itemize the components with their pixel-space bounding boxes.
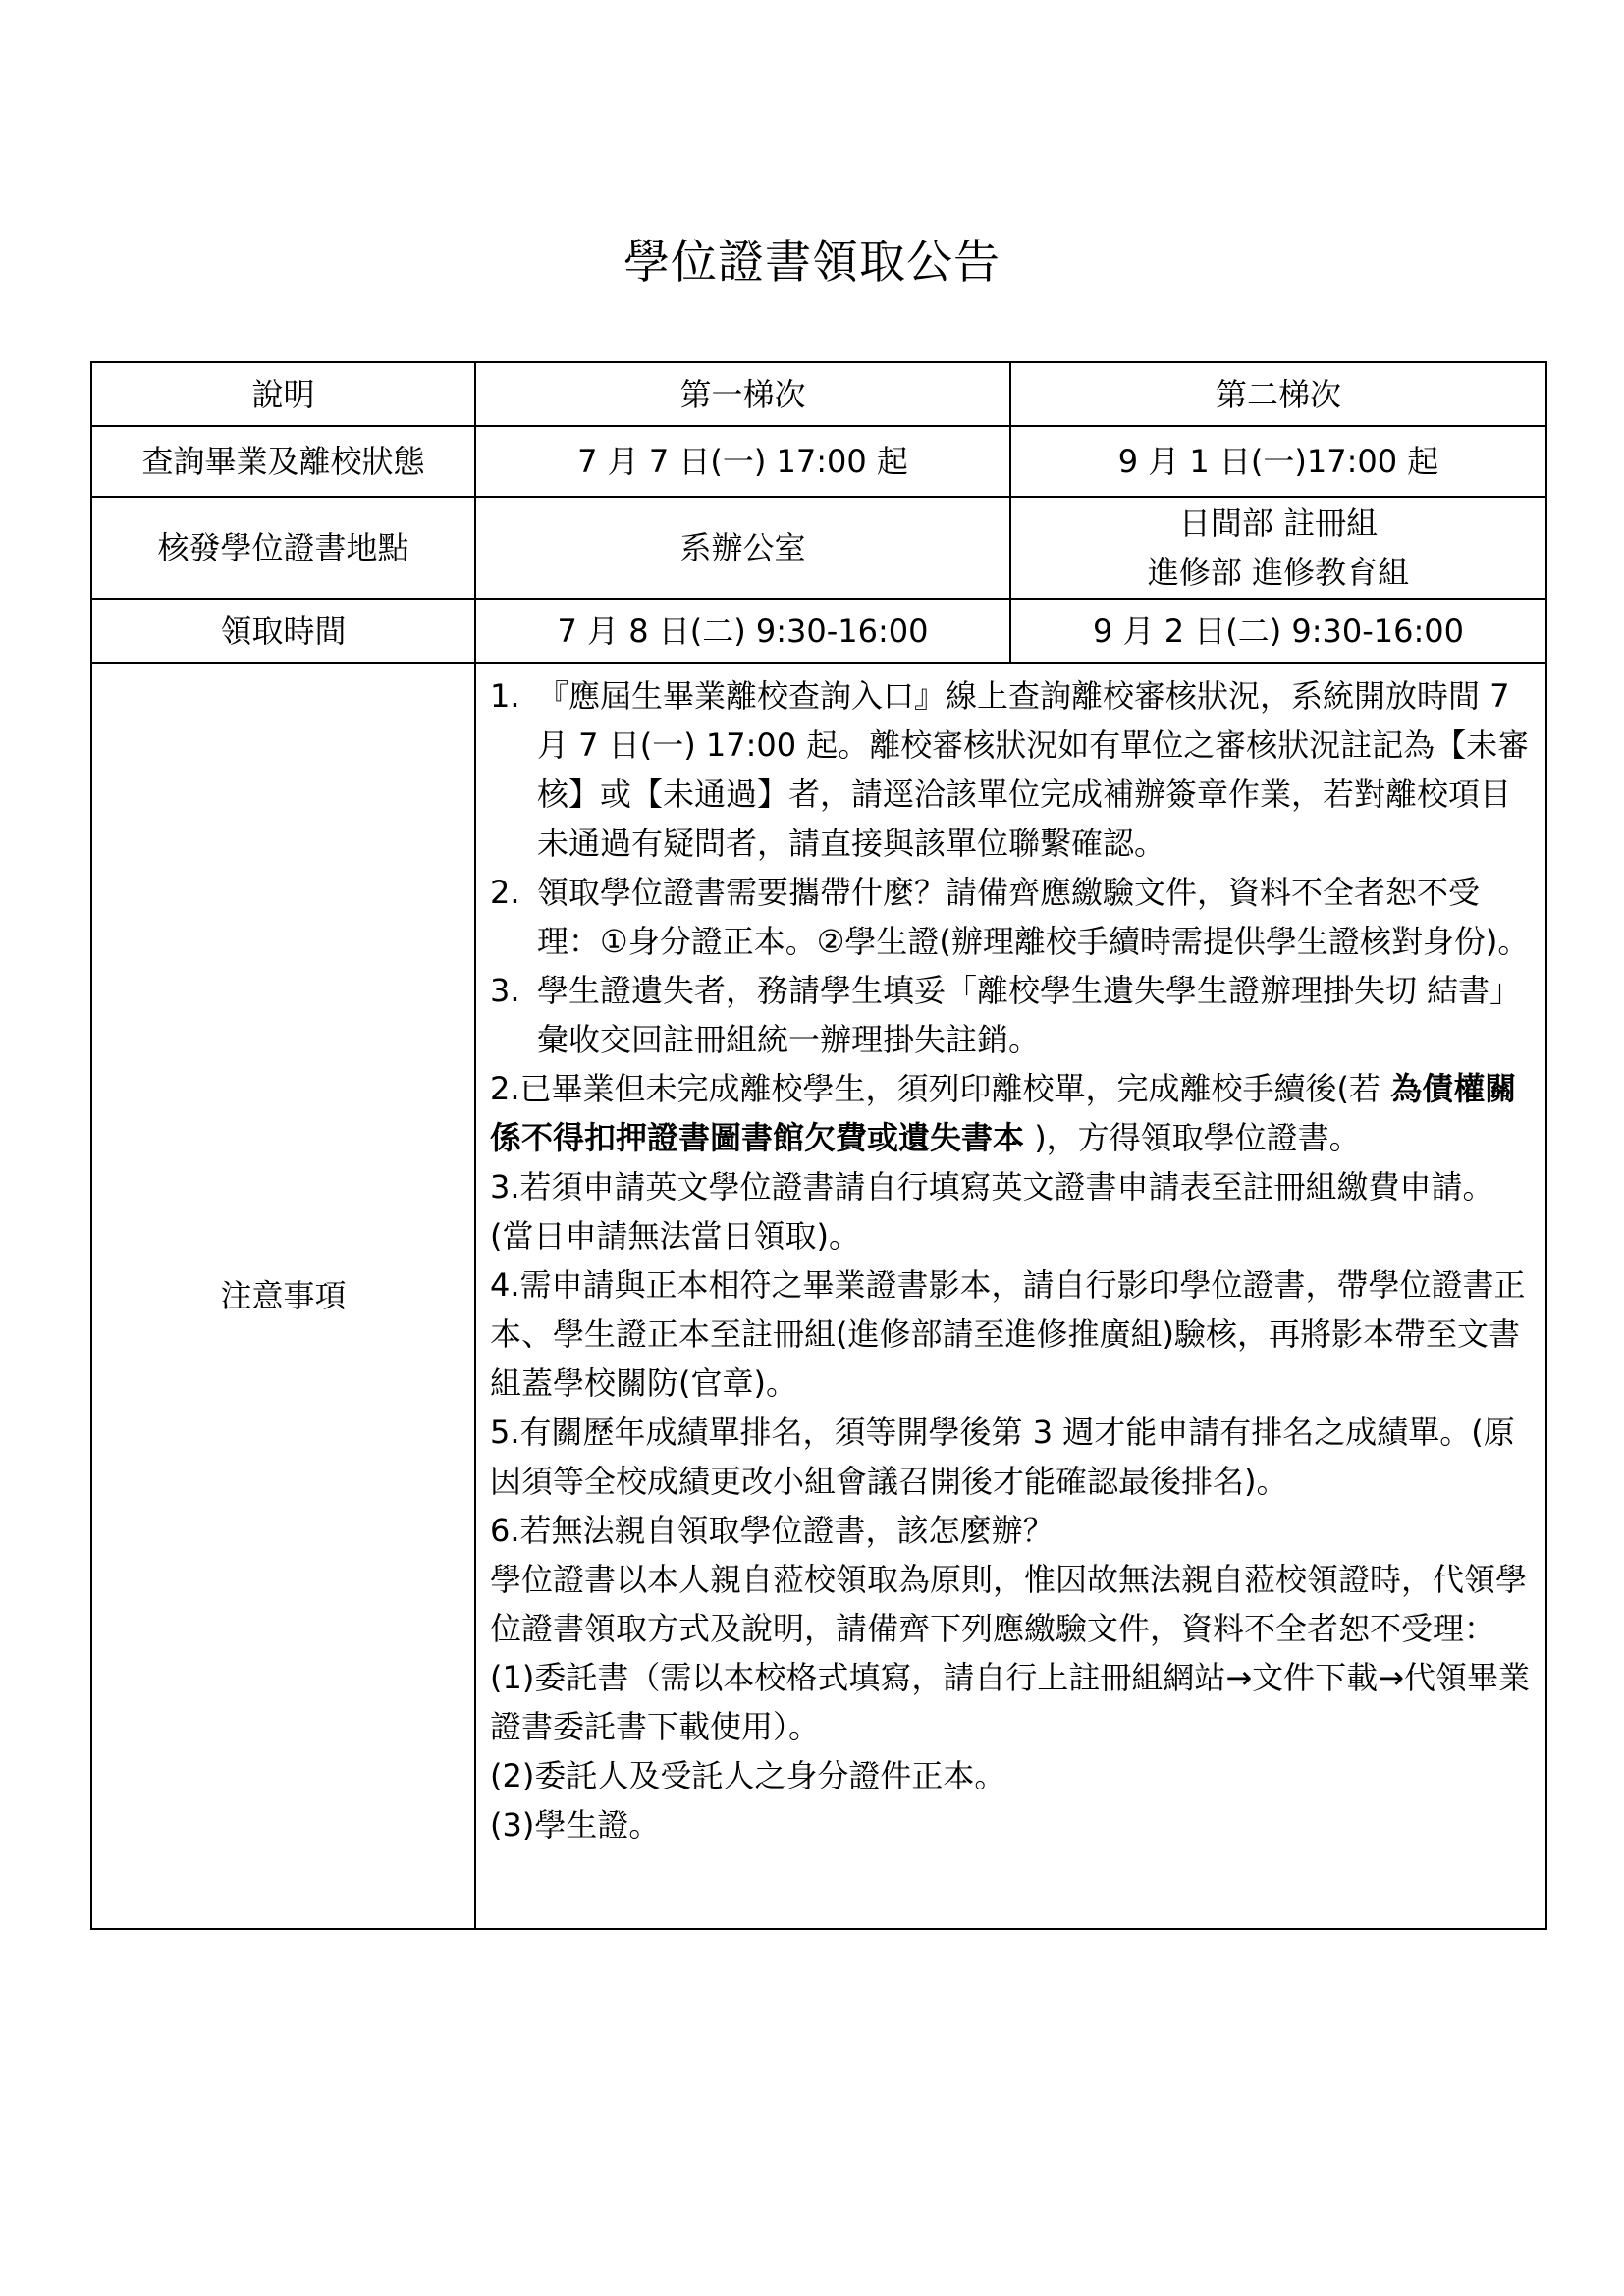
note-certified-copy: 4.需申請與正本相符之畢業證書影本，請自行影印學位證書，帶學位證書正本、學生證正本至註冊組(進修部請至進修推廣組)驗核，再將影本帶至文書組蓋學校關防(官章)。: [490, 1266, 1526, 1402]
notes-list-item: [490, 868, 1532, 966]
table-row-pickup-time: [91, 599, 1546, 663]
header-batch-1: 第一梯次: [475, 362, 1010, 426]
notes-list-text: 『應屆生畢業離校查詢入口』線上查詢離校審核狀況，系統開放時間 7 月 7 日(一) 17:00 起。離校審核狀況如有單位之審核狀況註記為【未審核】或【未通過】者，請逕洽該單位完成補辦簽章作業，若對離校項目未通過有疑問者，請直接與該單位聯繫確認。: [537, 677, 1530, 862]
note-proxy-doc-1: (1)委託書（需以本校格式填寫，請自行上註冊組網站→文件下載→代領畢業證書委託書下載使用）。: [490, 1659, 1530, 1745]
issue-location-day-division: 日間部 註冊組: [1178, 505, 1379, 542]
issue-location-batch-1: 系辦公室: [475, 497, 1010, 599]
note-proxy-question: 6.若無法親自領取學位證書，該怎麼辦？: [490, 1512, 1055, 1549]
announcement-table: [90, 361, 1547, 1930]
pickup-time-batch-1: 7 月 8 日(二) 9:30-16:00: [475, 599, 1010, 663]
query-status-batch-1: 7 月 7 日(一) 17:00 起: [475, 426, 1010, 497]
notes-list-number: 1.: [490, 677, 520, 715]
row-label-pickup-time: 領取時間: [91, 599, 475, 663]
table-row-query-status: [91, 426, 1546, 497]
note-transcript-ranking: 5.有關歷年成績單排名，須等開學後第 3 週才能申請有排名之成績單。(原因須等全校成績更改小組會議召開後才能確認最後排名)。: [490, 1414, 1515, 1500]
note-proxy-doc-2: (2)委託人及受託人之身分證件正本。: [490, 1757, 1006, 1794]
notes-list-item: [490, 671, 1532, 868]
header-batch-2: 第二梯次: [1010, 362, 1546, 426]
table-header-row: [91, 362, 1546, 426]
notes-list-number: 2.: [490, 874, 520, 911]
row-label-query-status: 查詢畢業及離校狀態: [91, 426, 475, 497]
row-label-notes: 注意事項: [91, 663, 475, 1929]
note-unfinished-clearance: [490, 1064, 1532, 1162]
table-row-issue-location: [91, 497, 1546, 599]
notes-list-number: 3.: [490, 972, 520, 1009]
query-status-batch-2: 9 月 1 日(一)17:00 起: [1010, 426, 1546, 497]
note-unfinished-clearance-bold: 為債權關係不得扣押證書圖書館欠費或遺失書本: [490, 1070, 1517, 1156]
note-proxy-doc-3: (3)學生證。: [490, 1806, 661, 1843]
note-english-certificate: 3.若須申請英文學位證書請自行填寫英文證書申請表至註冊組繳費申請。(當日申請無法當日領取)。: [490, 1168, 1494, 1255]
notes-content: [475, 663, 1546, 1929]
notes-list-item: [490, 966, 1532, 1064]
note-unfinished-clearance-text: 2.已畢業但未完成離校學生，須列印離校單，完成離校手續後(若: [490, 1070, 1391, 1107]
notes-list-text: 領取學位證書需要攜帶什麼？請備齊應繳驗文件，資料不全者恕不受理：①身分證正本。②學生證(辦理離校手續時需提供學生證核對身份)。: [537, 874, 1530, 960]
note-proxy-explanation: 學位證書以本人親自蒞校領取為原則，惟因故無法親自蒞校領證時，代領學位證書領取方式及說明，請備齊下列應繳驗文件，資料不全者恕不受理：: [490, 1561, 1528, 1647]
page-title: 學位證書領取公告: [623, 236, 1001, 290]
notes-list-text: 學生證遺失者，務請學生填妥「離校學生遺失學生證辦理掛失切 結書」彙收交回註冊組統一辦理掛失註銷。: [537, 972, 1522, 1058]
header-description: 說明: [91, 362, 475, 426]
issue-location-batch-2: [1010, 497, 1546, 599]
issue-location-extension-division: 進修部 進修教育組: [1147, 554, 1410, 591]
pickup-time-batch-2: 9 月 2 日(二) 9:30-16:00: [1010, 599, 1546, 663]
table-row-notes: [91, 663, 1546, 1929]
row-label-issue-location: 核發學位證書地點: [91, 497, 475, 599]
note-unfinished-clearance-tail: )，方得領取學位證書。: [1024, 1119, 1361, 1156]
